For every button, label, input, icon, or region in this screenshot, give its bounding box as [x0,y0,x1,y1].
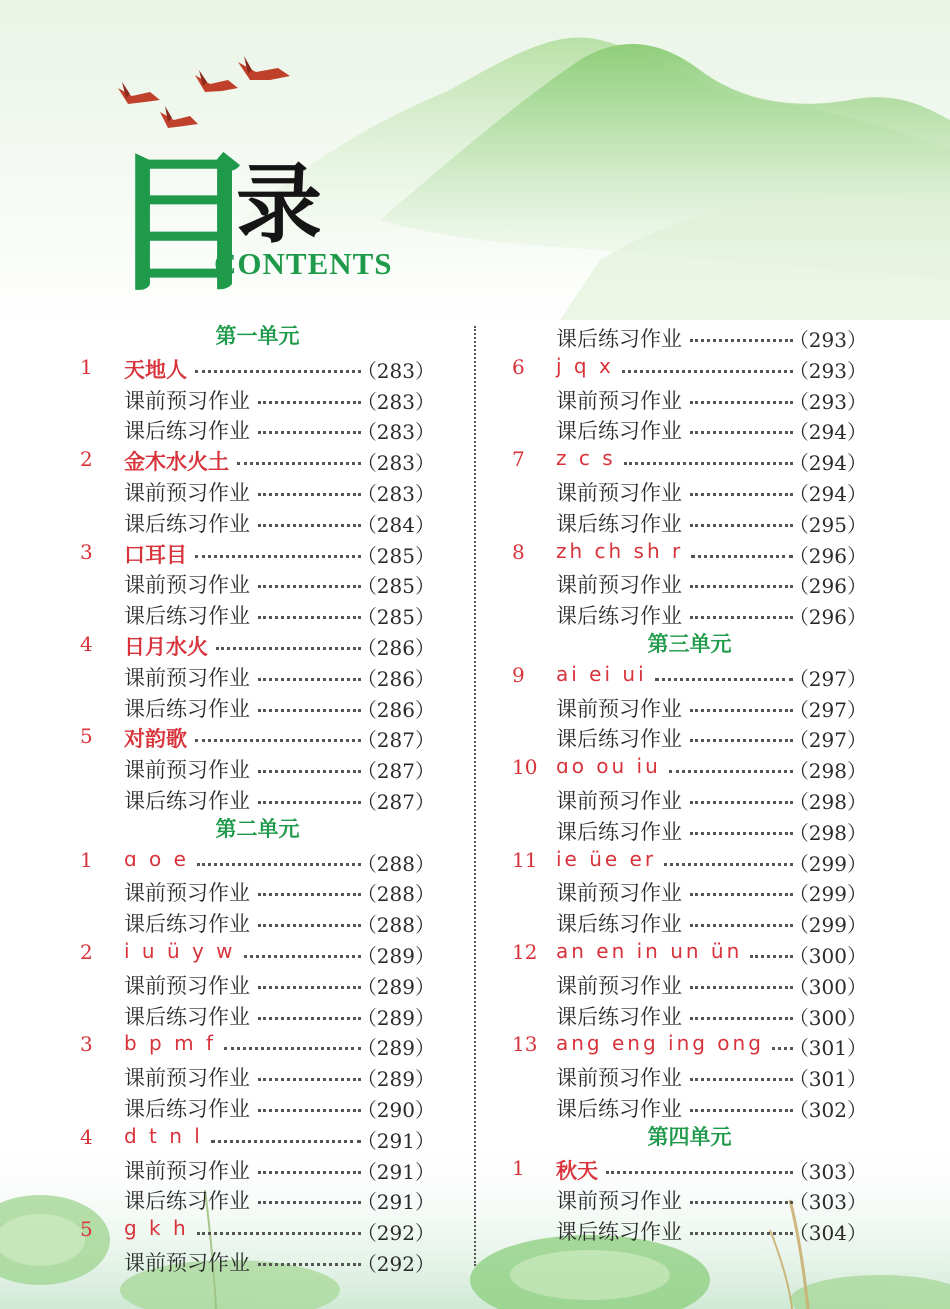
dot-leader [224,1047,361,1050]
entry-label: 课前预习作业 [124,973,250,998]
toc-entry[interactable] [80,1213,435,1244]
entry-label: 课后练习作业 [556,604,682,629]
toc-entry[interactable] [80,566,435,597]
toc-entry[interactable] [512,351,867,382]
entry-label: 课后练习作业 [124,912,250,937]
toc-entry[interactable] [80,751,435,782]
page-number: （288） [356,851,435,876]
toc-entry[interactable] [512,967,867,998]
unit-heading [512,628,867,659]
dot-leader [258,493,361,496]
page-number: （287） [356,759,435,784]
dot-leader [258,1078,361,1081]
page-number: （301） [788,1036,867,1061]
toc-entry[interactable] [512,382,867,413]
toc-entry[interactable] [512,751,867,782]
entry-label: 课前预习作业 [124,881,250,906]
lesson-number: 3 [80,539,93,564]
entry-label: 课后练习作业 [124,1004,250,1029]
entry-label: 课前预习作业 [124,388,250,413]
entry-label: 课前预习作业 [124,1158,250,1183]
lesson-number: 4 [80,632,93,656]
entry-label: 课前预习作业 [556,1066,682,1091]
column-divider [474,326,476,1266]
page-number: （283） [356,420,435,445]
toc-entry[interactable] [80,844,435,875]
entry-label: 课后练习作业 [124,696,250,721]
dot-leader [258,1263,361,1266]
lesson-title: b p m f [124,1031,216,1056]
dot-leader [195,370,361,373]
page-number: （293） [788,358,867,383]
toc-entry[interactable] [512,720,867,751]
lesson-number: 2 [80,940,93,964]
entry-label: 课后练习作业 [556,819,682,844]
dot-leader [664,863,793,866]
toc-entry[interactable] [512,659,867,690]
entry-label: 课前预习作业 [124,1251,250,1275]
page-number: （291） [356,1128,435,1153]
page-number: （289） [356,974,435,999]
dot-leader [606,1171,793,1174]
toc-entry[interactable] [80,1121,435,1152]
toc-entry[interactable] [512,505,867,536]
lesson-number: 9 [512,662,525,687]
unit-heading [80,813,435,844]
dot-leader [258,709,361,712]
dot-leader [690,493,793,496]
entry-label: 课后练习作业 [124,1097,250,1121]
page-number: （290） [356,1098,435,1122]
lesson-number: 6 [512,354,525,379]
page-number: （299） [788,882,867,907]
toc-entry[interactable] [80,1152,435,1183]
lesson-number: 11 [512,847,538,872]
toc-entry[interactable] [80,536,435,567]
dot-leader [244,955,361,958]
lesson-number: 13 [512,1032,538,1057]
lesson-title: zh ch sh r [556,538,684,563]
page-number: （303） [788,1159,867,1184]
entry-label: 课前预习作业 [124,758,250,783]
toc-entry[interactable] [80,659,435,690]
dot-leader [690,1078,793,1081]
lesson-number: 1 [80,354,93,379]
lesson-number: 10 [512,755,538,780]
toc-entry[interactable] [512,1213,867,1244]
page-number: （293） [788,389,867,414]
toc-entry[interactable] [80,690,435,721]
page-number: （283） [356,451,435,476]
page-number: （285） [356,543,435,568]
lesson-number: 4 [80,1124,93,1149]
unit-title: 第三单元 [647,632,732,656]
toc-entry[interactable] [512,813,867,844]
dot-leader [690,1017,793,1020]
lesson-title: ai ei ui [556,661,647,686]
page-number: （298） [788,759,867,784]
entry-label: 课后练习作业 [556,1097,682,1121]
dot-leader [258,924,361,927]
lesson-number: 12 [512,940,538,964]
dot-leader [237,462,361,465]
lesson-title: 口耳目 [124,542,187,567]
toc-entry[interactable] [512,936,867,967]
toc-entry[interactable] [512,1059,867,1090]
entry-label: 课前预习作业 [556,881,682,906]
toc-entry[interactable] [512,1182,867,1213]
title-char-mu: 目 [108,138,259,312]
dot-leader [655,678,793,681]
page-number: （292） [356,1252,435,1276]
unit-title: 第一单元 [215,324,300,348]
dot-leader [690,401,793,404]
toc-entry[interactable] [80,998,435,1029]
page-number: （289） [356,1005,435,1030]
entry-label: 课前预习作业 [124,665,250,690]
toc-entry[interactable] [512,474,867,505]
toc-entry[interactable] [512,690,867,721]
entry-label: 课前预习作业 [556,696,682,721]
dot-leader [258,1109,361,1112]
toc-entry[interactable] [80,505,435,536]
page-number: （297） [788,728,867,753]
page-number: （294） [788,482,867,506]
entry-label: 课后练习作业 [124,419,250,444]
toc-entry[interactable] [512,597,867,628]
entry-label: 课前预习作业 [124,1066,250,1091]
dot-leader [197,863,361,866]
dot-leader [258,801,361,804]
entry-label: 课后练习作业 [556,327,682,351]
lesson-title: j q x [556,353,614,378]
page-number: （286） [356,697,435,722]
entry-label: 课后练习作业 [556,1004,682,1029]
unit-heading [512,1121,867,1152]
lesson-title: 日月水火 [124,635,208,659]
dot-leader [258,1017,361,1020]
dot-leader [690,339,793,342]
toc-entry[interactable] [80,782,435,813]
toc-entry[interactable] [512,844,867,875]
page-number: （284） [356,512,435,537]
toc-entry[interactable] [80,1182,435,1213]
page-number: （291） [356,1159,435,1184]
toc-entry[interactable] [80,628,435,659]
lesson-title: d t n l [124,1123,203,1148]
dot-leader [258,585,361,588]
lesson-number: 7 [512,447,525,472]
page-number: （291） [356,1190,435,1215]
entry-label: 课前预习作业 [556,388,682,413]
title-english: CONTENTS [214,246,393,281]
toc-entry[interactable] [80,1090,435,1121]
dot-leader [216,647,361,650]
entry-label: 课后练习作业 [556,727,682,752]
dot-leader [690,801,793,804]
toc-entry[interactable] [512,443,867,474]
entry-label: 课前预习作业 [556,573,682,598]
dot-leader [690,524,793,527]
page-number: （294） [788,451,867,476]
unit-title: 第二单元 [215,816,300,841]
dot-leader [690,832,793,835]
title-char-lu: 录 [236,155,322,255]
dot-leader [258,678,361,681]
page-number: （283） [356,389,435,414]
entry-label: 课后练习作业 [556,419,682,444]
dot-leader [258,616,361,619]
dot-leader [691,555,793,558]
page-number: （287） [356,790,435,814]
entry-label: 课后练习作业 [124,604,250,629]
page-number: （298） [788,820,867,845]
page-number: （294） [788,420,867,445]
dot-leader [690,739,793,742]
dot-leader [258,1171,361,1174]
dot-leader [258,986,361,989]
lesson-title: ɑ o e [124,846,189,871]
lesson-title: z c s [556,446,616,471]
page-number: （286） [356,666,435,691]
dot-leader [690,1232,793,1235]
toc-entry[interactable] [80,474,435,505]
entry-label: 课后练习作业 [124,1189,250,1214]
lesson-number: 3 [80,1032,93,1057]
dot-leader [690,1109,793,1112]
entry-label: 课后练习作业 [556,1220,682,1245]
dot-leader [750,955,793,958]
lesson-title: ie üe er [556,846,657,871]
lesson-title: g k h [124,1216,189,1241]
toc-entry[interactable] [512,874,867,905]
page-number: （299） [788,913,867,938]
toc-entry[interactable] [80,382,435,413]
page-number: （296） [788,574,867,599]
toc-entry[interactable] [80,351,435,382]
dot-leader [258,893,361,896]
toc-entry[interactable] [80,1028,435,1059]
lesson-number: 1 [80,847,93,872]
lesson-number: 5 [80,1217,93,1242]
toc-entry[interactable] [512,536,867,567]
toc-entry[interactable] [512,566,867,597]
page-number: （295） [788,512,867,537]
page-number: （288） [356,882,435,907]
page-number: （300） [788,1005,867,1030]
toc-entry[interactable] [512,1090,867,1121]
page-number: （285） [356,605,435,630]
toc-entry[interactable] [512,1028,867,1059]
dot-leader [669,770,793,773]
entry-label: 课后练习作业 [556,912,682,937]
dot-leader [195,739,361,742]
unit-heading [80,320,435,351]
toc-entry[interactable] [512,412,867,443]
lesson-number: 2 [80,447,93,472]
toc-entry[interactable] [512,905,867,936]
toc-entry[interactable] [80,874,435,905]
dot-leader [258,524,361,527]
toc-entry[interactable] [80,412,435,443]
dot-leader [258,770,361,773]
dot-leader [258,1201,361,1204]
page-number: （296） [788,543,867,568]
page-number: （300） [788,944,867,968]
dot-leader [195,555,361,558]
page-number: （304） [788,1221,867,1246]
unit-title: 第四单元 [647,1124,732,1149]
dot-leader [197,1232,361,1235]
dot-leader [690,986,793,989]
page-number: （286） [356,636,435,660]
toc-entry[interactable] [512,320,867,351]
dot-leader [624,462,793,465]
lesson-title: 对韵歌 [124,727,187,752]
dot-leader [690,924,793,927]
lesson-title: ang eng ing ong [556,1031,764,1056]
page-number: （302） [788,1098,867,1122]
page-number: （301） [788,1067,867,1092]
entry-label: 课前预习作业 [124,573,250,598]
entry-label: 课前预习作业 [556,481,682,505]
page-number: （285） [356,574,435,599]
page-number: （288） [356,913,435,938]
entry-label: 课后练习作业 [556,511,682,536]
page-number: （297） [788,697,867,722]
page-number: （289） [356,1036,435,1061]
toc-entry[interactable] [80,443,435,474]
entry-label: 课后练习作业 [124,511,250,536]
page-number: （293） [788,328,867,352]
toc-entry[interactable] [512,1152,867,1183]
page-number: （299） [788,851,867,876]
page-number: （303） [788,1190,867,1215]
toc-entry[interactable] [80,936,435,967]
dot-leader [258,401,361,404]
toc-entry[interactable] [80,967,435,998]
entry-label: 课后练习作业 [124,789,250,813]
entry-label: 课前预习作业 [124,481,250,505]
page-number: （300） [788,974,867,999]
dot-leader [690,709,793,712]
toc-entry[interactable] [80,597,435,628]
dot-leader [690,431,793,434]
lesson-title: 秋天 [556,1158,598,1183]
page-number: （289） [356,1067,435,1092]
page-number: （296） [788,605,867,630]
page-number: （298） [788,790,867,814]
toc-entry[interactable] [80,1059,435,1090]
dot-leader [690,585,793,588]
dot-leader [690,1201,793,1204]
dot-leader [690,893,793,896]
entry-label: 课前预习作业 [556,1189,682,1214]
lesson-number: 1 [512,1155,525,1180]
lesson-number: 8 [512,539,525,564]
lesson-title: 天地人 [124,357,187,382]
dot-leader [622,370,793,373]
toc-entry[interactable] [512,782,867,813]
toc-entry[interactable] [80,720,435,751]
lesson-title: 金木水火土 [124,450,229,475]
entry-label: 课前预习作业 [556,973,682,998]
page-number: （287） [356,728,435,753]
toc-entry[interactable] [80,1244,435,1275]
page-number: （297） [788,666,867,691]
page-number: （289） [356,944,435,968]
lesson-title: i u ü y w [124,939,236,963]
dot-leader [690,616,793,619]
dot-leader [258,431,361,434]
page-number: （283） [356,358,435,383]
lesson-title: an en in un ün [556,939,743,963]
entry-label: 课前预习作业 [556,789,682,813]
lesson-title: ɑo ou iu [556,754,661,779]
lesson-number: 5 [80,724,93,749]
toc-entry[interactable] [80,905,435,936]
page-number: （283） [356,482,435,506]
dot-leader [211,1140,361,1143]
page-number: （292） [356,1221,435,1246]
toc-entry[interactable] [512,998,867,1029]
